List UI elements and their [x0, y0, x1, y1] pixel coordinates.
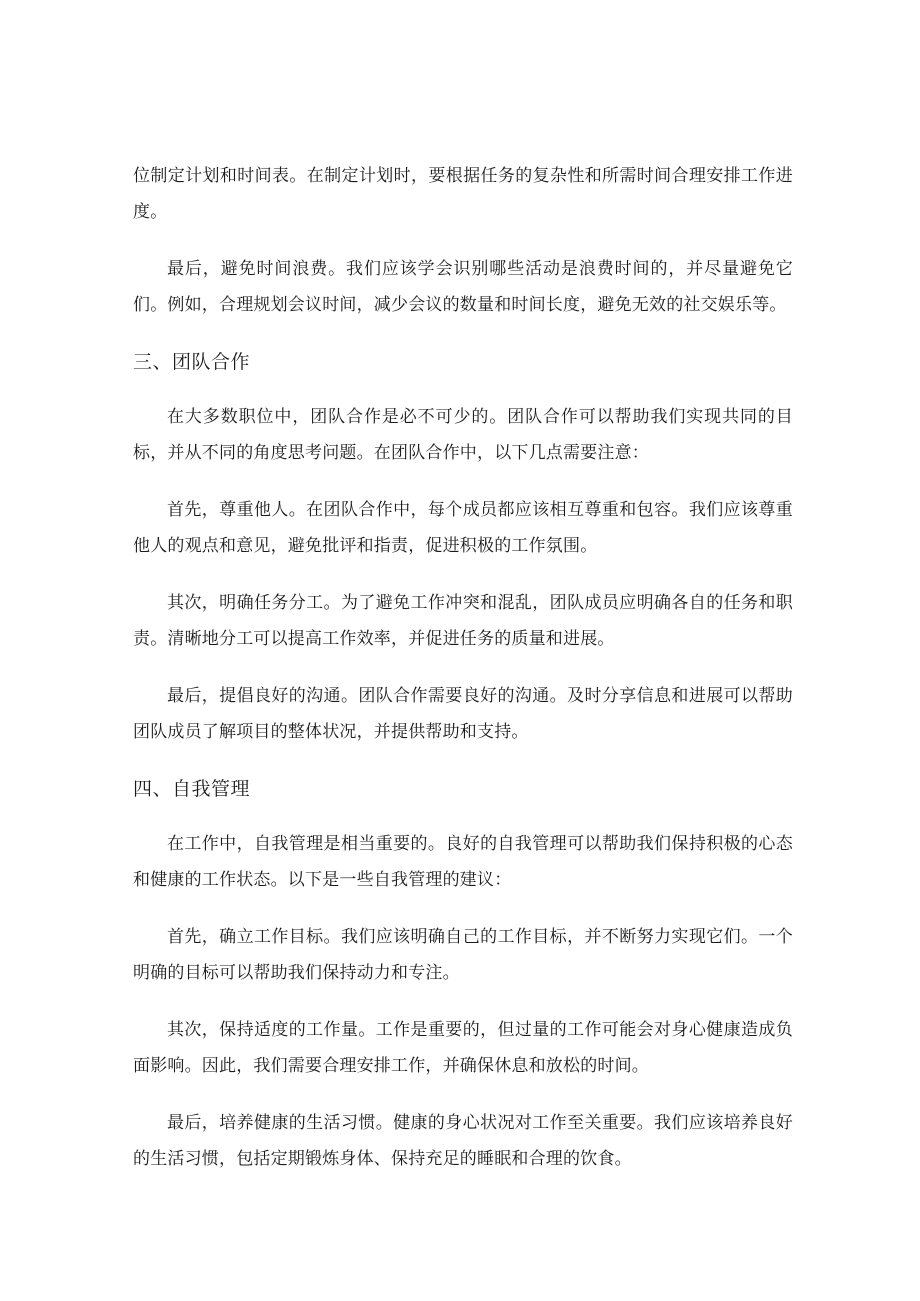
paragraph-healthy-habits: 最后，培养健康的生活习惯。健康的身心状况对工作至关重要。我们应该培养良好的生活习惯，包括定期锻炼身体、保持充足的睡眠和合理的饮食。: [133, 1113, 793, 1169]
section-heading-self-management: 四、自我管理: [133, 778, 251, 800]
paragraph-respect-others: 首先，尊重他人。在团队合作中，每个成员都应该相互尊重和包容。我们应该尊重他人的观点和意见，避免批评和指责，促进积极的工作氛围。: [133, 500, 793, 556]
section-heading-teamwork: 三、团队合作: [133, 351, 251, 373]
paragraph-communication: 最后，提倡良好的沟通。团队合作需要良好的沟通。及时分享信息和进展可以帮助团队成员了解项目的整体状况，并提供帮助和支持。: [133, 686, 793, 742]
paragraph-workload: 其次，保持适度的工作量。工作是重要的，但过量的工作可能会对身心健康造成负面影响。因此，我们需要合理安排工作，并确保休息和放松的时间。: [133, 1020, 793, 1076]
paragraph-self-management-intro: 在工作中，自我管理是相当重要的。良好的自我管理可以帮助我们保持积极的心态和健康的工作状态。以下是一些自我管理的建议：: [133, 834, 793, 890]
continued-paragraph: 位制定计划和时间表。在制定计划时，要根据任务的复杂性和所需时间合理安排工作进度。: [133, 166, 793, 222]
paragraph-task-division: 其次，明确任务分工。为了避免工作冲突和混乱，团队成员应明确各自的任务和职责。清晰地分工可以提高工作效率，并促进任务的质量和进展。: [133, 593, 793, 649]
paragraph-work-goals: 首先，确立工作目标。我们应该明确自己的工作目标，并不断努力实现它们。一个明确的目标可以帮助我们保持动力和专注。: [133, 927, 793, 983]
document-body: [133, 158, 793, 1198]
paragraph-avoid-time-waste: 最后，避免时间浪费。我们应该学会识别哪些活动是浪费时间的，并尽量避免它们。例如，合理规划会议时间，减少会议的数量和时间长度，避免无效的社交娱乐等。: [133, 259, 793, 315]
paragraph-teamwork-intro: 在大多数职位中，团队合作是必不可少的。团队合作可以帮助我们实现共同的目标，并从不同的角度思考问题。在团队合作中，以下几点需要注意：: [133, 407, 793, 463]
